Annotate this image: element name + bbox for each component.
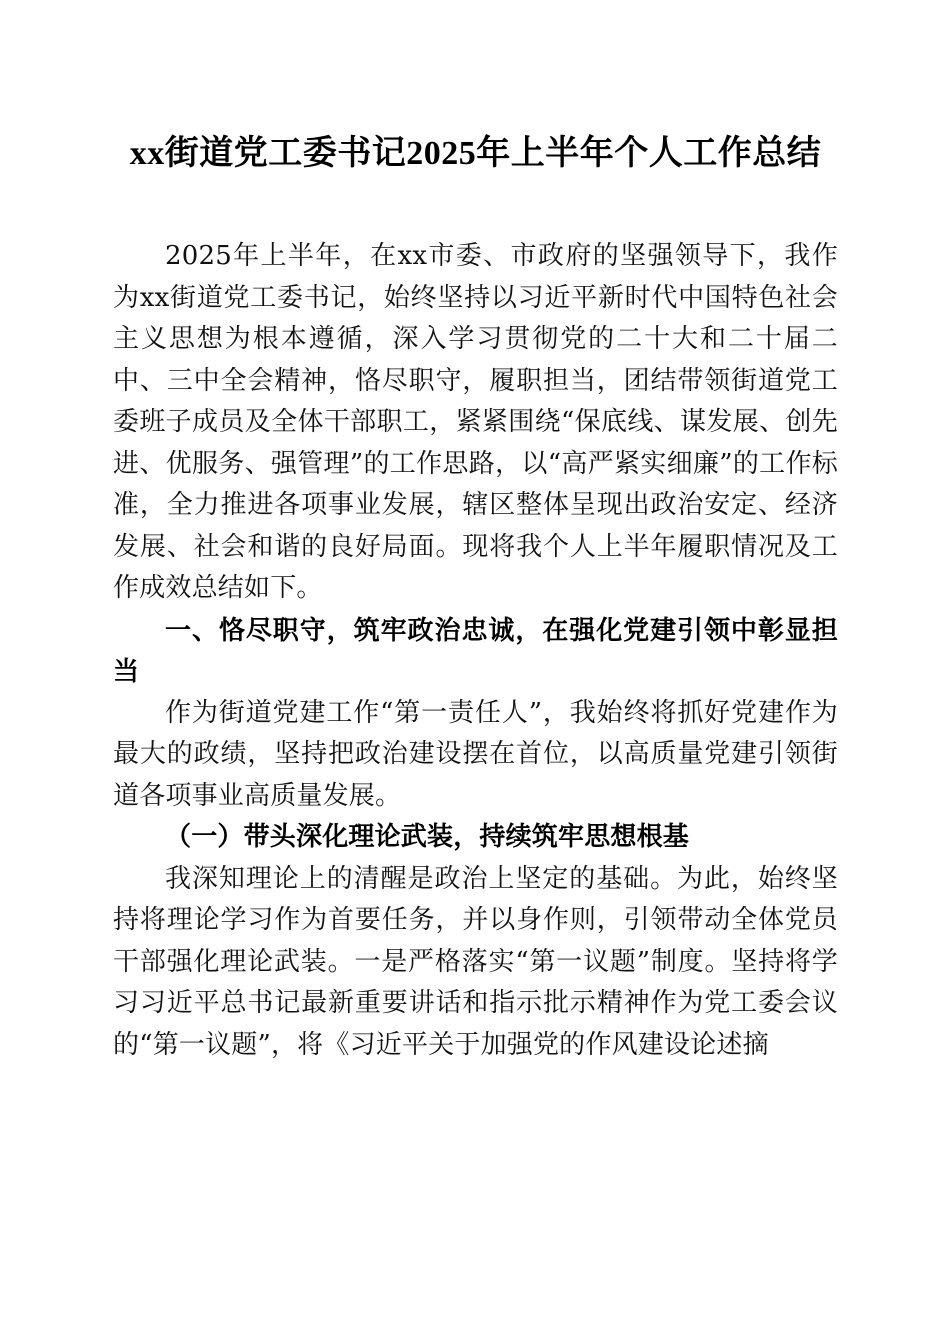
document-body — [113, 236, 838, 1066]
subsection-heading-1-1: （一）带头深化理论武装，持续筑牢思想根基 — [165, 822, 690, 852]
section-1-intro-paragraph: 作为街道党建工作“第一责任人”，我始终将抓好党建作为最大的政绩，坚持把政治建设摆在首位，以高质量党建引领街道各项事业高质量发展。 — [113, 697, 838, 811]
subsection-1-1-paragraph: 我深知理论上的清醒是政治上坚定的基础。为此，始终坚持将理论学习作为首要任务，并以身作则，引领带动全体党员干部强化理论武装。一是严格落实“第一议题”制度。坚持将学习习近平总书记最新重要讲话和指示批示精神作为党工委会议的“第一议题”，将《习近平关于加强党的作风建设论述摘 — [113, 863, 838, 1060]
section-heading-1: 一、恪尽职守，筑牢政治忠诚，在强化党建引领中彰显担当 — [113, 614, 838, 686]
intro-paragraph: 2025年上半年，在xx市委、市政府的坚强领导下，我作为xx街道党工委书记，始终坚持以习近平新时代中国特色社会主义思想为根本遵循，深入学习贯彻党的二十大和二十届二中、三中全会精神，恪尽职守，履职担当，团结带领街道党工委班子成员及全体干部职工，紧紧围绕“保底线、谋发展、创先进、优服务、强管理”的工作思路，以“高严紧实细廉”的工作标准，全力推进各项事业发展，辖区整体呈现出政治安定、经济发展、社会和谐的良好局面。现将我个人上半年履职情况及工作成效总结如下。 — [113, 241, 838, 603]
title-body-spacer — [113, 178, 838, 236]
page-title: xx街道党工委书记2025年上半年个人工作总结 — [129, 135, 822, 172]
